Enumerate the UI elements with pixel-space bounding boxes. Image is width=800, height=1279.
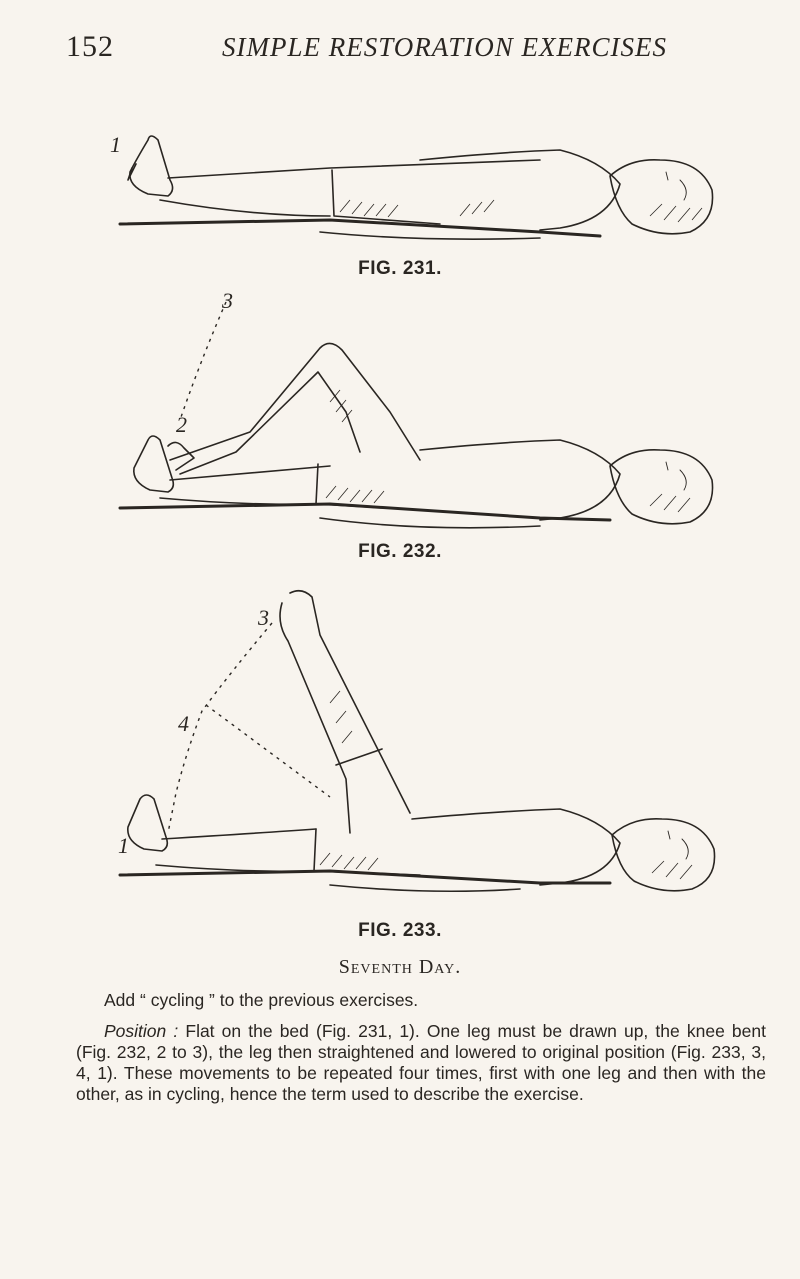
position-label: Position : [104,1021,179,1041]
intro-paragraph: Add “ cycling ” to the previous exercises. [104,990,419,1010]
figure-231-illustration [0,120,800,250]
figure-233-mark-1: 1 [118,833,129,858]
figure-232-mark-2: 2 [176,412,187,437]
page-number: 152 [66,30,114,63]
figure-231 [0,120,800,295]
figure-233-caption: FIG. 233. [358,920,442,941]
position-text: Flat on the bed (Fig. 231, 1). One leg must be drawn up, the knee bent (Fig. 232, 2 to 3), the leg then straightened and lowered to original position (Fig. 233, 3, 4, 1). These movements to be repeated four times, first with one leg and then with the other, as in cycling, hence the term used to describe the exercise. [76,1021,766,1104]
figure-233-mark-4: 4 [178,711,189,736]
running-head: SIMPLE RESTORATION EXERCISES [222,32,667,62]
figure-232-mark-3: 3 [222,288,233,313]
position-paragraph [76,1021,766,1105]
section-title: Seventh Day. [338,956,462,978]
figure-232-caption: FIG. 232. [358,541,442,562]
figure-231-caption: FIG. 231. [358,258,442,279]
figure-233 [0,583,800,941]
figure-233-mark-3: 3 [258,605,269,630]
figure-232 [0,282,800,582]
figure-231-mark-1: 1 [110,132,121,157]
figure-233-illustration [0,583,800,883]
figure-232-illustration [0,282,800,532]
